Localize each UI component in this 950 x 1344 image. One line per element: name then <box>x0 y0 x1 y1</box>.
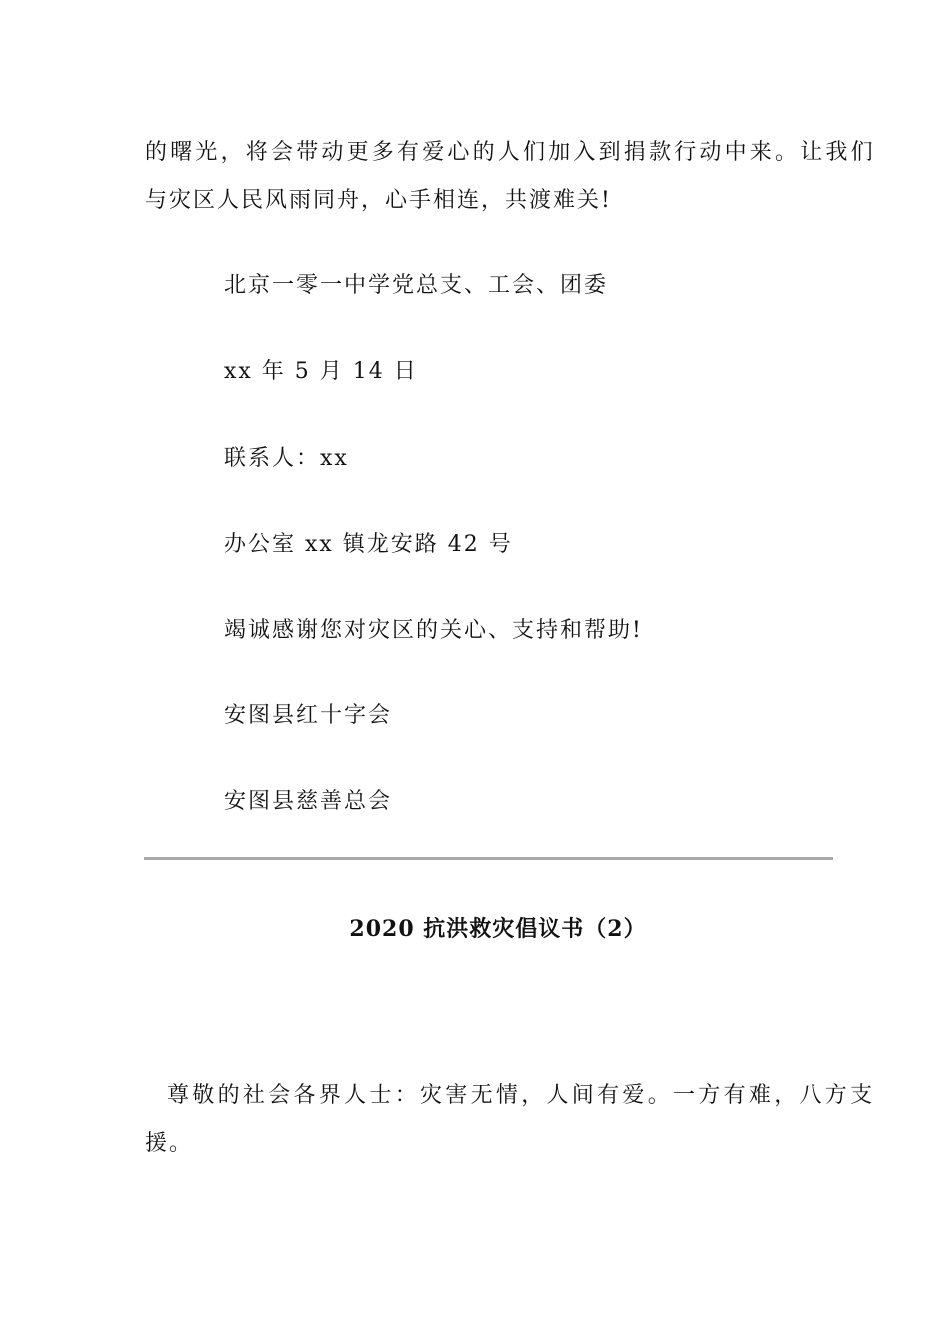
paragraph-line: 与灾区人民风雨同舟，心手相连，共渡难关! <box>145 188 612 213</box>
signature-charity: 安图县慈善总会 <box>224 789 393 814</box>
paragraph-line: 援。 <box>145 1131 194 1156</box>
signature-date: xx 年 5 月 14 日 <box>224 359 418 384</box>
signature-organization: 北京一零一中学党总支、工会、团委 <box>224 273 609 298</box>
section-divider <box>144 857 833 860</box>
paragraph-line: 尊敬的社会各界人士：灾害无情，人间有爱。一方有难，八方支 <box>167 1083 876 1108</box>
thanks-line: 竭诚感谢您对灾区的关心、支持和帮助! <box>224 618 643 643</box>
office-address: 办公室 xx 镇龙安路 42 号 <box>224 532 513 557</box>
paragraph-line: 的曙光，将会带动更多有爱心的人们加入到捐款行动中来。让我们 <box>145 140 876 165</box>
signature-red-cross: 安图县红十字会 <box>224 703 393 728</box>
document-title: 2020 抗洪救灾倡议书（2） <box>349 916 647 942</box>
contact-person: 联系人：xx <box>224 446 349 471</box>
